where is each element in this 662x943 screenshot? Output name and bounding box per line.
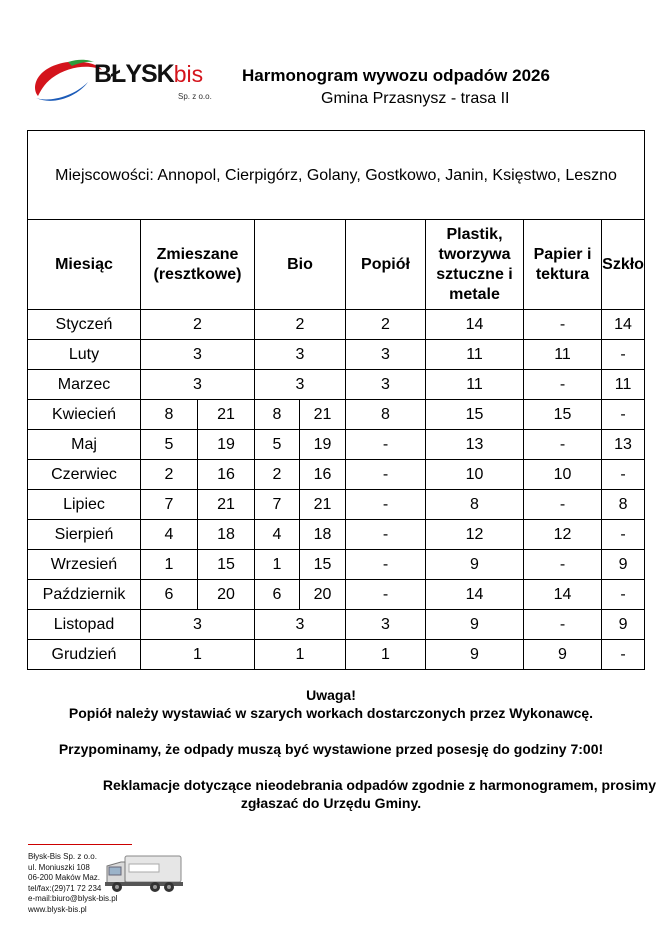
company-logo [28,52,218,106]
logo-subtext: Sp. z o.o. [178,92,212,101]
column-header-ash: Popiół [346,220,426,310]
table-row [28,370,645,400]
mixed-cell: 18 [198,520,255,550]
plastic-cell: 9 [426,610,524,640]
plastic-cell: 13 [426,430,524,460]
footer-email[interactable]: e-mail:biuro@blysk-bis.pl [28,894,118,903]
ash-cell: 3 [346,610,426,640]
column-header-bio: Bio [255,220,346,310]
plastic-cell: 9 [426,550,524,580]
page-subtitle: Gmina Przasnysz - trasa II [321,90,510,107]
plastic-cell: 14 [426,580,524,610]
month-cell: Wrzesień [28,550,141,580]
paper-cell: 11 [524,340,602,370]
month-cell: Sierpień [28,520,141,550]
paper-cell: 15 [524,400,602,430]
mixed-cell: 3 [141,370,255,400]
month-cell: Listopad [28,610,141,640]
glass-cell: 14 [602,310,645,340]
mixed-cell: 20 [198,580,255,610]
plastic-cell: 12 [426,520,524,550]
month-cell: Czerwiec [28,460,141,490]
footer-company: Błysk-Bis Sp. z o.o. [28,852,97,861]
column-header-paper: Papier i tektura [524,220,602,310]
glass-cell: 9 [602,550,645,580]
ash-cell: - [346,520,426,550]
glass-cell: 9 [602,610,645,640]
paper-cell: - [524,550,602,580]
month-cell: Kwiecień [28,400,141,430]
plastic-cell: 8 [426,490,524,520]
garbage-truck-icon [103,848,185,894]
locations-cell: Miejscowości: Annopol, Cierpigórz, Golany, Gostkowo, Janin, Księstwo, Leszno [28,131,645,220]
table-row [28,340,645,370]
table-row [28,580,645,610]
notice-ash: Popiół należy wystawiać w szarych workach dostarczonych przez Wykonawcę. [68,705,594,721]
bio-cell: 15 [300,550,346,580]
bio-cell: 4 [255,520,300,550]
ash-cell: 2 [346,310,426,340]
table-row [28,520,645,550]
table-row [28,550,645,580]
ash-cell: 3 [346,370,426,400]
ash-cell: 8 [346,400,426,430]
plastic-cell: 14 [426,310,524,340]
table-row [28,400,645,430]
paper-cell: 9 [524,640,602,670]
month-cell: Marzec [28,370,141,400]
month-cell: Lipiec [28,490,141,520]
paper-cell: - [524,370,602,400]
mixed-cell: 1 [141,550,198,580]
mixed-cell: 21 [198,490,255,520]
mixed-cell: 6 [141,580,198,610]
mixed-cell: 3 [141,340,255,370]
paper-cell: 10 [524,460,602,490]
mixed-cell: 2 [141,460,198,490]
plastic-cell: 10 [426,460,524,490]
bio-cell: 1 [255,550,300,580]
bio-cell: 8 [255,400,300,430]
bio-cell: 5 [255,430,300,460]
plastic-cell: 11 [426,340,524,370]
paper-cell: - [524,310,602,340]
bio-cell: 21 [300,490,346,520]
glass-cell: - [602,520,645,550]
notice-complaints-line1: Reklamacje dotyczące nieodebrania odpadów zgodnie z harmonogramem, prosimy [102,777,656,793]
mixed-cell: 19 [198,430,255,460]
bio-cell: 3 [255,610,346,640]
bio-cell: 20 [300,580,346,610]
month-cell: Październik [28,580,141,610]
bio-cell: 7 [255,490,300,520]
bio-cell: 18 [300,520,346,550]
month-cell: Styczeń [28,310,141,340]
month-cell: Grudzień [28,640,141,670]
column-header-plastic: Plastik, tworzywa sztuczne i metale [426,220,524,310]
bio-cell: 2 [255,460,300,490]
mixed-cell: 2 [141,310,255,340]
ash-cell: - [346,550,426,580]
bio-cell: 16 [300,460,346,490]
ash-cell: - [346,580,426,610]
table-row [28,460,645,490]
mixed-cell: 4 [141,520,198,550]
paper-cell: 14 [524,580,602,610]
footer-city: 06-200 Maków Maz. [28,873,101,882]
mixed-cell: 8 [141,400,198,430]
bio-cell: 2 [255,310,346,340]
plastic-cell: 11 [426,370,524,400]
table-row [28,490,645,520]
mixed-cell: 5 [141,430,198,460]
ash-cell: 3 [346,340,426,370]
column-header-glass: Szkło [602,220,645,310]
footer-divider [28,844,132,845]
table-row [28,310,645,340]
ash-cell: 1 [346,640,426,670]
bio-cell: 3 [255,370,346,400]
table-row [28,610,645,640]
mixed-cell: 21 [198,400,255,430]
glass-cell: - [602,580,645,610]
column-header-mixed: Zmieszane (resztkowe) [141,220,255,310]
table-row [28,430,645,460]
footer-phone: tel/fax:(29)71 72 234 [28,883,102,893]
paper-cell: - [524,610,602,640]
month-cell: Luty [28,340,141,370]
glass-cell: - [602,640,645,670]
glass-cell: - [602,460,645,490]
footer-web[interactable]: www.blysk-bis.pl [28,904,87,914]
mixed-cell: 16 [198,460,255,490]
bio-cell: 1 [255,640,346,670]
notice-reminder: Przypominamy, że odpady muszą być wystawione przed posesję do godziny 7:00! [58,741,604,757]
bio-cell: 21 [300,400,346,430]
footer-street: ul. Moniuszki 108 [28,862,90,872]
plastic-cell: 15 [426,400,524,430]
glass-cell: 11 [602,370,645,400]
column-header-month: Miesiąc [28,220,141,310]
glass-cell: 8 [602,490,645,520]
header-row [28,220,645,310]
mixed-cell: 1 [141,640,255,670]
glass-cell: 13 [602,430,645,460]
glass-cell: - [602,340,645,370]
logo-wordmark: BŁYSKbis [94,60,204,88]
table-row [28,640,645,670]
bio-cell: 6 [255,580,300,610]
mixed-cell: 7 [141,490,198,520]
notice-section [0,686,662,812]
month-cell: Maj [28,430,141,460]
ash-cell: - [346,460,426,490]
bio-cell: 19 [300,430,346,460]
mixed-cell: 3 [141,610,255,640]
paper-cell: - [524,430,602,460]
notice-complaints-line2: zgłaszać do Urzędu Gminy. [240,795,422,811]
ash-cell: - [346,430,426,460]
page-title: Harmonogram wywozu odpadów 2026 [242,66,550,85]
paper-cell: - [524,490,602,520]
bio-cell: 3 [255,340,346,370]
glass-cell: - [602,400,645,430]
mixed-cell: 15 [198,550,255,580]
ash-cell: - [346,490,426,520]
plastic-cell: 9 [426,640,524,670]
schedule-table [27,130,645,670]
notice-heading: Uwaga! [306,687,356,703]
paper-cell: 12 [524,520,602,550]
